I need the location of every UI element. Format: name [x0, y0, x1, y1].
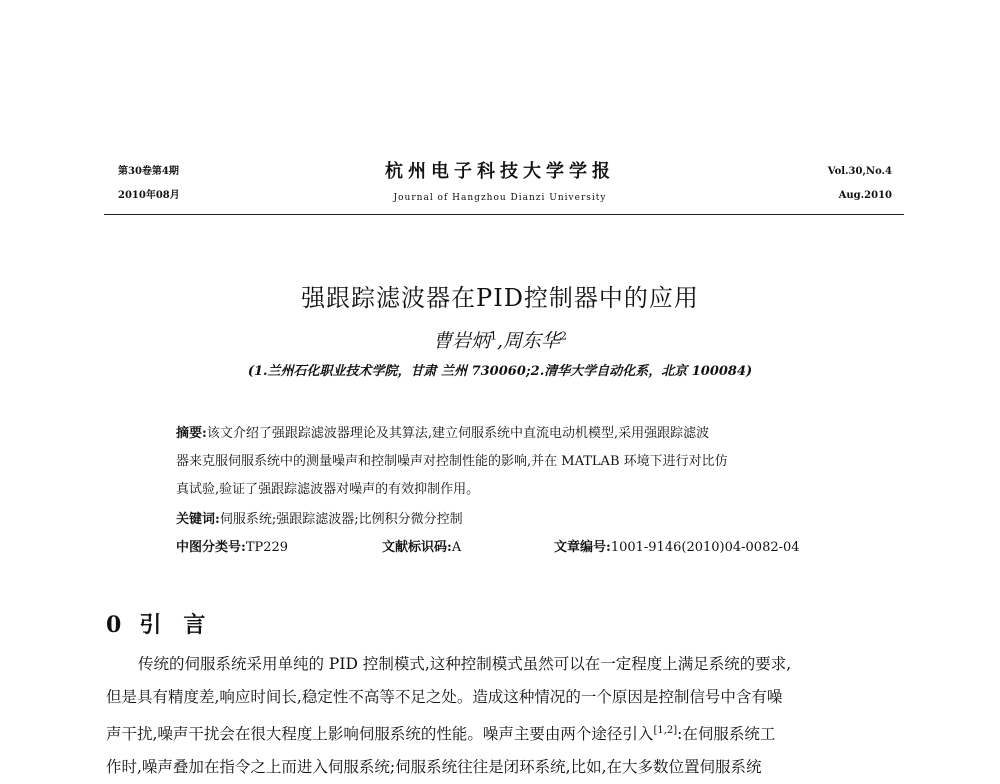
author-2: 周东华	[503, 330, 561, 352]
header-right	[828, 160, 892, 208]
keywords-text: 伺服系统;强跟踪滤波器;比例积分微分控制	[219, 512, 463, 527]
clc-number: 中图分类号:TP229	[176, 540, 289, 555]
body-line-1: 传统的伺服系统采用单纯的 PID 控制模式,这种控制模式虽然可以在一定程度上满足系统的要求,	[138, 655, 792, 673]
abstract-line-1: 摘要:该文介绍了强跟踪滤波器理论及其算法,建立伺服系统中直流电动机模型,采用强跟踪滤波	[176, 426, 710, 441]
body-line-4: 作时,噪声叠加在指令之上而进入伺服系统;伺服系统往往是闭环系统,比如,在大多数位置伺服系统	[106, 758, 762, 777]
abstract-line-2: 器来克服伺服系统中的测量噪声和控制噪声对控制性能的影响,并在 MATLAB 环境下进行对比仿	[176, 454, 728, 469]
section-heading	[106, 608, 227, 639]
author-separator: ,	[496, 330, 504, 352]
journal-name-cn: 杭州电子科技大学学报	[385, 161, 615, 182]
header-rule	[104, 214, 904, 215]
article-title: 强跟踪滤波器在PID控制器中的应用	[301, 284, 699, 312]
document-code: 文献标识码:A	[382, 540, 462, 555]
citation: [1,2]	[653, 725, 678, 736]
section-title: 引言	[139, 612, 228, 638]
body-line-2: 但是具有精度差,响应时间长,稳定性不高等不足之处。造成这种情况的一个原因是控制信号中含有噪	[106, 688, 783, 706]
author-2-affil: 2	[560, 329, 568, 343]
author-1-affil: 1	[489, 329, 497, 343]
keywords-label: 关键词:	[176, 512, 220, 527]
volume-en: Vol.30,No.4	[827, 166, 892, 177]
article-number: 文章编号:1001-9146(2010)04-0082-04	[554, 540, 800, 555]
volume-issue: 第30卷第4期	[118, 166, 179, 177]
body-line-3: 声干扰,噪声干扰会在很大程度上影响伺服系统的性能。噪声主要由两个途径引入[1,2]:在伺服系统工	[106, 725, 776, 744]
issue-date: 2010年08月	[118, 190, 180, 201]
body-text	[106, 648, 906, 784]
keywords	[176, 506, 836, 534]
affiliation: (1.兰州石化职业技术学院，甘肃 兰州 730060;2.清华大学自动化系，北京 100084)	[247, 364, 753, 379]
authors	[0, 326, 1000, 353]
abstract	[176, 420, 836, 504]
abstract-line-3: 真试验,验证了强跟踪滤波器对噪声的有效抑制作用。	[176, 482, 480, 497]
date-en: Aug.2010	[838, 190, 892, 201]
author-1: 曹岩炳	[432, 330, 490, 352]
abstract-label: 摘要:	[176, 426, 207, 441]
section-number: 0	[106, 612, 122, 638]
journal-name-en: Journal of Hangzhou Dianzi University	[393, 193, 607, 203]
